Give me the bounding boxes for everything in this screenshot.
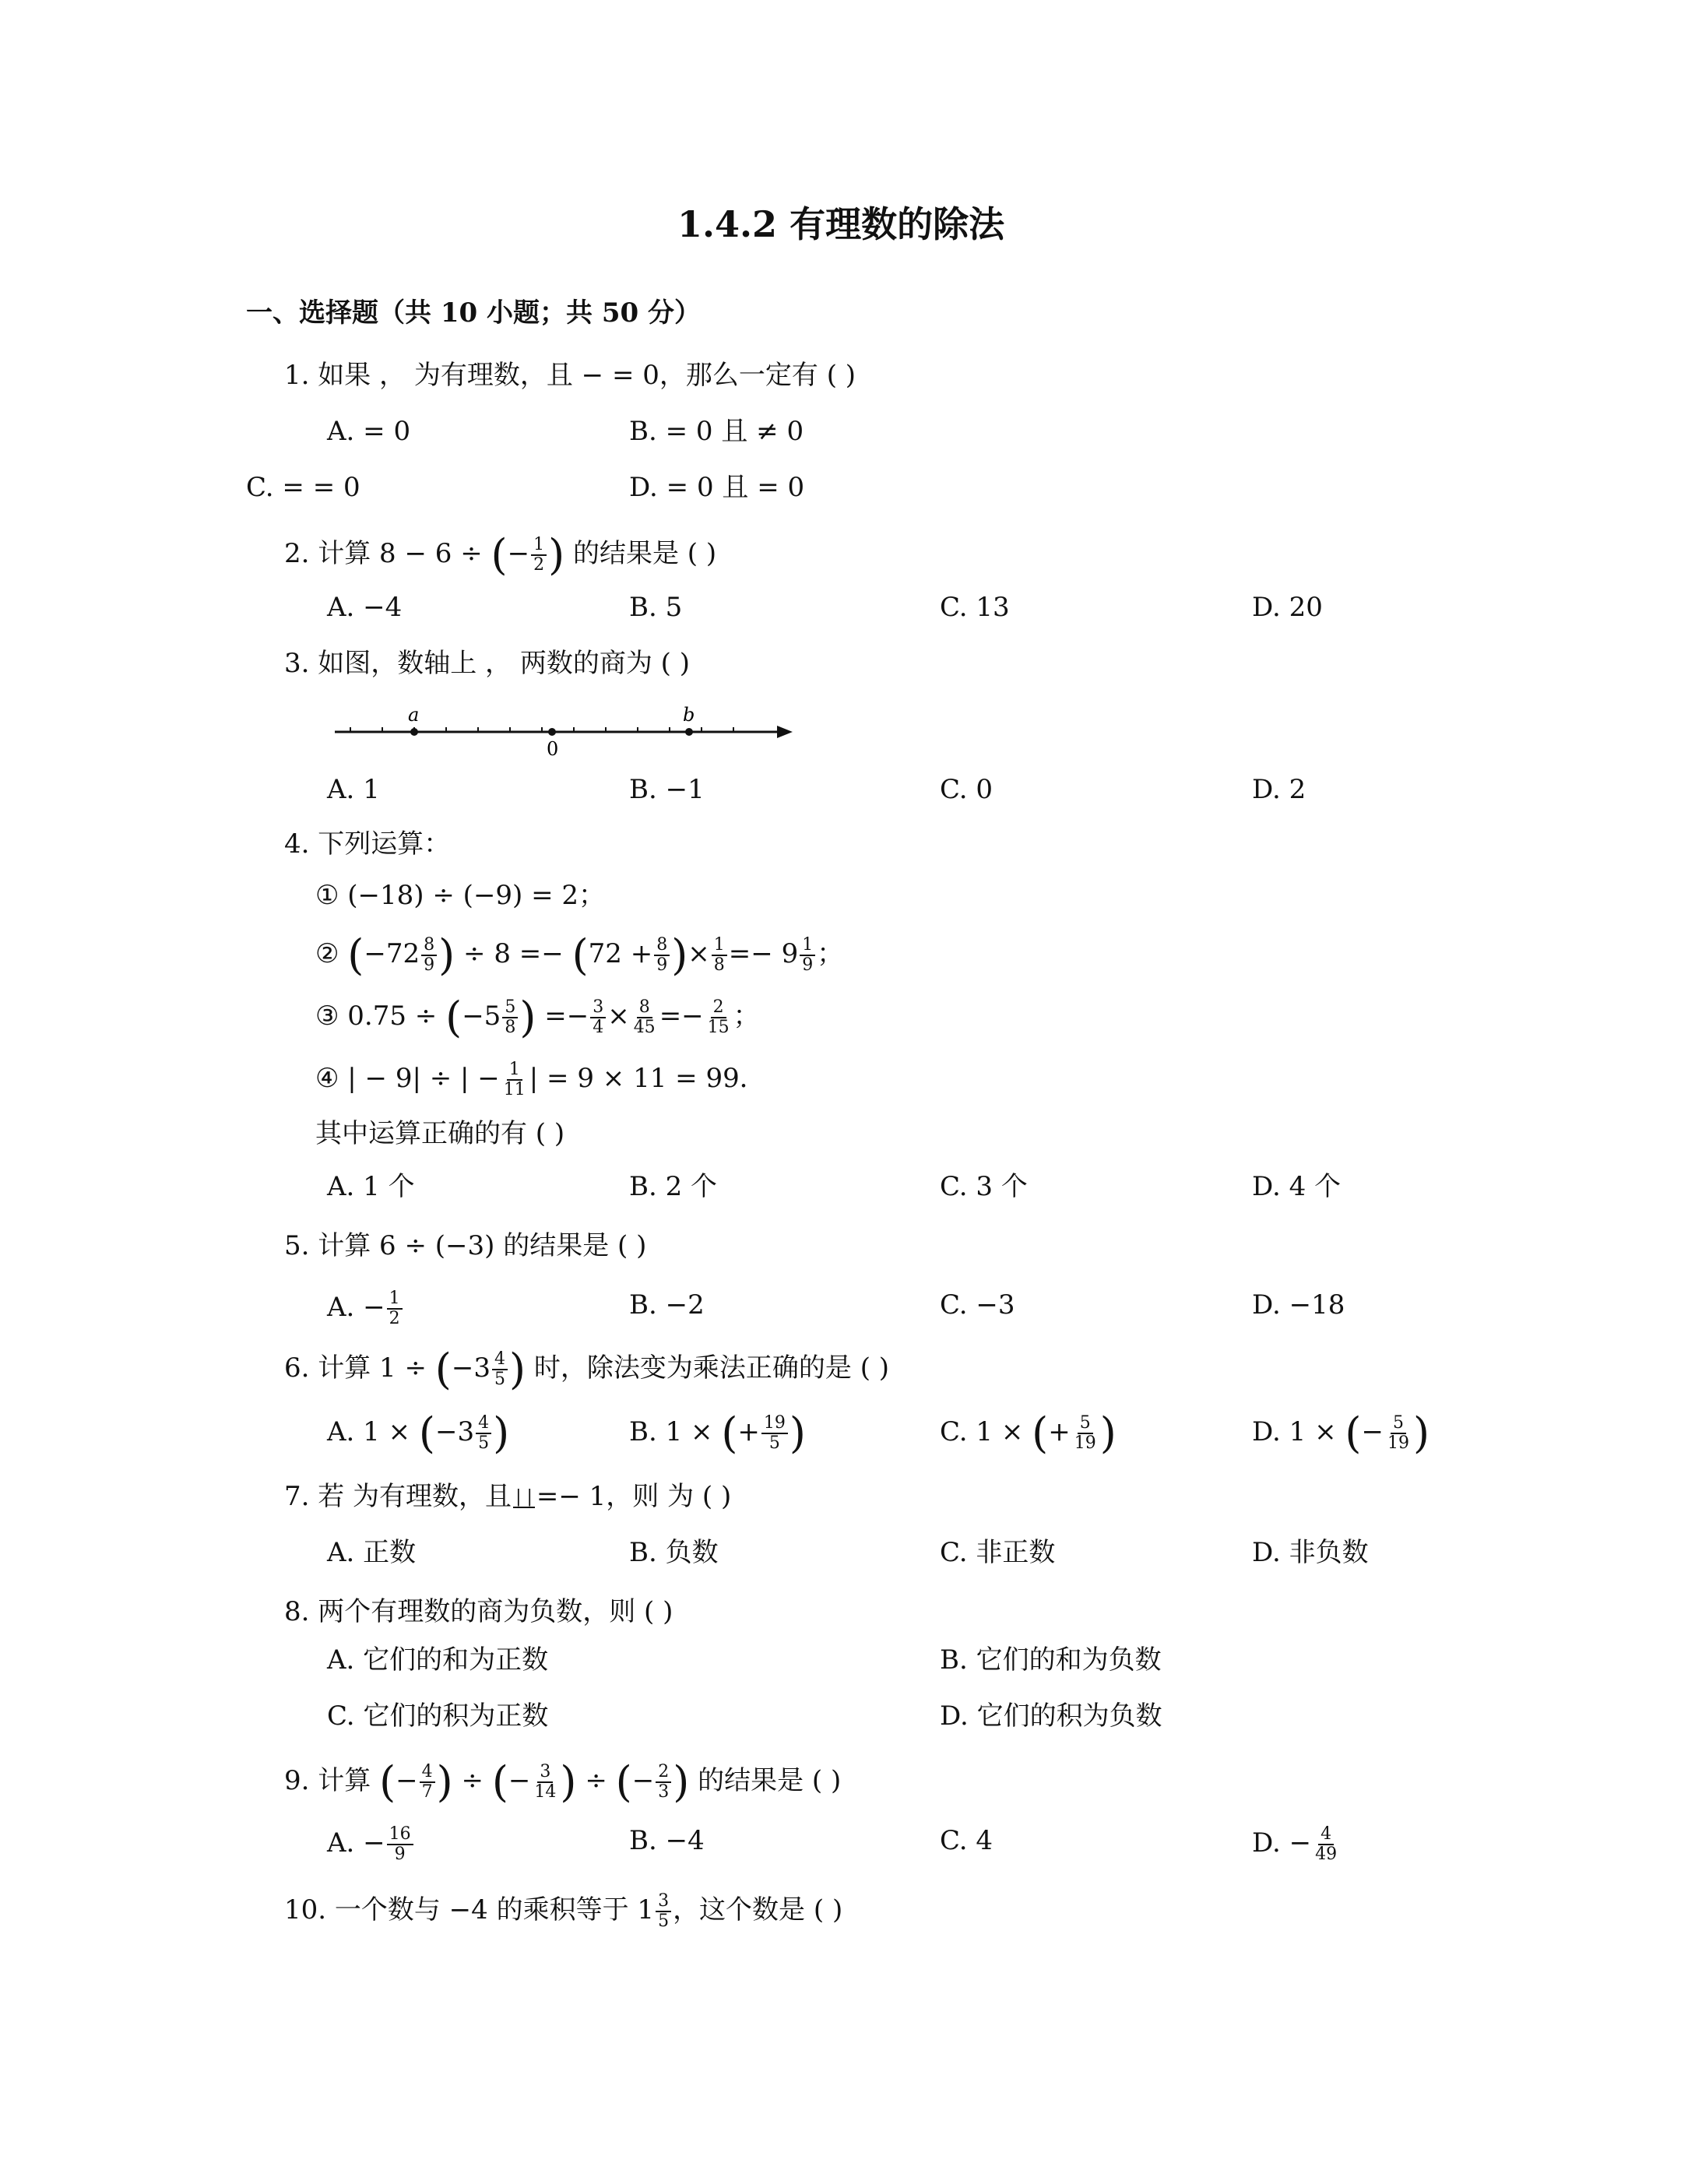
paren-open: ( bbox=[1345, 1409, 1362, 1458]
question-8-option-a: A. 它们的和为正数 bbox=[327, 1644, 549, 1676]
fraction bbox=[761, 1414, 788, 1453]
fraction bbox=[476, 1414, 491, 1453]
q6-prefix: 6. 计算 1 ÷ bbox=[284, 1352, 427, 1384]
label-a: a bbox=[408, 704, 420, 726]
number-line-arrow bbox=[777, 726, 793, 738]
paren-close: ) bbox=[1412, 1409, 1430, 1458]
paren-close: ) bbox=[509, 1345, 526, 1394]
fraction-denominator: 45 bbox=[633, 1018, 656, 1037]
question-3-option-b: B. −1 bbox=[629, 774, 705, 805]
fraction-denominator: 7 bbox=[421, 1782, 433, 1802]
question-9-stem bbox=[284, 1757, 842, 1806]
paren-close: ) bbox=[1099, 1409, 1117, 1458]
q2-suffix: 的结果是 ( ) bbox=[573, 538, 717, 569]
question-8-stem: 8. 两个有理数的商为负数，则 ( ) bbox=[284, 1596, 673, 1627]
mixed-whole: −5 bbox=[462, 1001, 501, 1032]
question-8-option-c: C. 它们的积为正数 bbox=[327, 1700, 549, 1732]
fraction-numerator: 8 bbox=[654, 936, 670, 956]
question-7-option-a: A. 正数 bbox=[327, 1537, 417, 1568]
sign: + bbox=[737, 1416, 760, 1447]
q4-l4-text: ④ | − 9| ÷ | − bbox=[315, 1063, 500, 1094]
fraction-denominator: 9 bbox=[656, 955, 668, 975]
q2-prefix: 2. 计算 8 − 6 ÷ bbox=[284, 538, 483, 569]
question-4-option-d: D. 4 个 bbox=[1252, 1171, 1342, 1202]
fraction-numerator: 2 bbox=[656, 1763, 671, 1783]
fraction-denominator: 5 bbox=[494, 1370, 505, 1389]
question-7-option-d: D. 非负数 bbox=[1252, 1537, 1369, 1568]
question-3-option-a: A. 1 bbox=[327, 774, 380, 805]
paren-close: ) bbox=[560, 1757, 577, 1806]
fraction bbox=[513, 1488, 535, 1508]
semicolon: ； bbox=[733, 1001, 760, 1032]
question-2-stem bbox=[284, 530, 717, 579]
question-2-option-a: A. −4 bbox=[327, 592, 403, 623]
fraction-denominator: 11 bbox=[503, 1080, 526, 1099]
option-label: D. − bbox=[1252, 1827, 1312, 1859]
fraction-denominator: 49 bbox=[1315, 1845, 1338, 1864]
question-2-option-c: C. 13 bbox=[940, 592, 1010, 623]
semicolon: ； bbox=[817, 938, 844, 969]
paren-close: ) bbox=[493, 1409, 510, 1458]
fraction-denominator: 8 bbox=[505, 1018, 516, 1037]
q4-l2-text: =− 9 bbox=[728, 938, 799, 969]
fraction-denominator: 5 bbox=[658, 1911, 670, 1931]
circled-2: ② bbox=[315, 938, 339, 969]
fraction-denominator: 19 bbox=[1387, 1433, 1409, 1453]
question-1-option-d: D. = 0 且 = 0 bbox=[629, 472, 805, 503]
fraction-denominator: 2 bbox=[533, 555, 545, 575]
fraction-denominator: 8 bbox=[713, 955, 725, 975]
question-8-option-b: B. 它们的和为负数 bbox=[940, 1644, 1162, 1676]
question-4-option-a: A. 1 个 bbox=[327, 1171, 415, 1202]
sign: − bbox=[508, 1765, 531, 1796]
q4-statement-2 bbox=[315, 930, 844, 979]
q4-conclusion: 其中运算正确的有 ( ) bbox=[315, 1118, 565, 1149]
q4-l3-text: =− bbox=[544, 1001, 589, 1032]
q4-l3-text: =− bbox=[659, 1001, 704, 1032]
question-6-stem bbox=[284, 1345, 890, 1394]
question-10-stem bbox=[284, 1892, 842, 1931]
paren-close: ) bbox=[789, 1409, 806, 1458]
option-label: A. − bbox=[327, 1827, 385, 1859]
paren-close: ) bbox=[671, 930, 688, 979]
fraction-numerator: 3 bbox=[656, 1892, 671, 1912]
fraction-numerator: 5 bbox=[1391, 1414, 1406, 1434]
fraction-numerator: 4 bbox=[476, 1414, 491, 1434]
fraction bbox=[420, 1763, 435, 1802]
fraction bbox=[631, 998, 658, 1037]
paren-close: ) bbox=[436, 1757, 453, 1806]
fraction-denominator: 19 bbox=[1074, 1433, 1096, 1453]
option-label: A. − bbox=[327, 1292, 385, 1323]
question-9-option-b: B. −4 bbox=[629, 1825, 705, 1856]
fraction-numerator: 8 bbox=[421, 936, 437, 956]
fraction-denominator: 5 bbox=[768, 1433, 780, 1453]
fraction-numerator: 19 bbox=[761, 1414, 788, 1434]
divide-sign: ÷ bbox=[585, 1765, 607, 1796]
q4-l3-text: ③ 0.75 ÷ bbox=[315, 1001, 438, 1032]
fraction bbox=[712, 936, 727, 975]
fraction-numerator: 3 bbox=[590, 998, 606, 1018]
paren-open: ( bbox=[347, 930, 364, 979]
question-6-option-a bbox=[327, 1409, 510, 1458]
question-2-option-d: D. 20 bbox=[1252, 592, 1323, 623]
sign: −3 bbox=[435, 1416, 475, 1447]
fraction bbox=[705, 998, 732, 1037]
option-label: B. 1 × bbox=[629, 1416, 713, 1447]
section-heading: 一、选择题（共 10 小题；共 50 分） bbox=[246, 297, 701, 329]
paren-open: ( bbox=[445, 993, 462, 1042]
q4-l4-text: | = 9 × 11 = 99． bbox=[529, 1063, 766, 1094]
fraction-numerator: 1 bbox=[800, 936, 815, 956]
fraction-denominator: 9 bbox=[394, 1845, 406, 1864]
option-label: D. 1 × bbox=[1252, 1416, 1337, 1447]
sign: − bbox=[1361, 1416, 1384, 1447]
question-1-option-b: B. = 0 且 ≠ 0 bbox=[629, 416, 804, 447]
question-2-option-b: B. 5 bbox=[629, 592, 683, 623]
fraction bbox=[387, 1825, 413, 1864]
point-zero bbox=[548, 728, 556, 736]
option-label: A. 1 × bbox=[327, 1416, 411, 1447]
fraction-numerator: 1 bbox=[531, 536, 547, 556]
fraction-numerator: 3 bbox=[537, 1763, 553, 1783]
page-title: 1.4.2 有理数的除法 bbox=[677, 203, 1005, 245]
times-sign: × bbox=[688, 938, 710, 969]
paren-open: ( bbox=[491, 1757, 508, 1806]
fraction-numerator: 4 bbox=[1318, 1825, 1334, 1845]
fraction-denominator: 4 bbox=[593, 1018, 604, 1037]
question-6-option-c bbox=[940, 1409, 1117, 1458]
fraction bbox=[531, 536, 547, 575]
question-9-option-d bbox=[1252, 1825, 1341, 1864]
fraction bbox=[387, 1289, 403, 1328]
paren-open: ( bbox=[418, 1409, 435, 1458]
paren-open: ( bbox=[615, 1757, 632, 1806]
question-4-stem: 4. 下列运算： bbox=[284, 828, 451, 860]
fraction-denominator: 3 bbox=[658, 1782, 670, 1802]
paren-open: ( bbox=[491, 530, 508, 579]
q7-prefix: 7. 若 为有理数，且 bbox=[284, 1481, 512, 1512]
fraction bbox=[590, 998, 606, 1037]
q9-prefix: 9. 计算 bbox=[284, 1765, 371, 1796]
sign: − bbox=[396, 1765, 418, 1796]
divide-sign: ÷ bbox=[461, 1765, 484, 1796]
mixed-whole: −72 bbox=[364, 938, 420, 969]
label-b: b bbox=[683, 704, 695, 726]
fraction bbox=[501, 1060, 528, 1099]
fraction bbox=[502, 998, 518, 1037]
point-b bbox=[685, 728, 693, 736]
question-5-option-a bbox=[327, 1289, 404, 1328]
fraction-denominator: 9 bbox=[424, 955, 435, 975]
fraction-numerator: 4 bbox=[420, 1763, 435, 1783]
fraction-denominator: 5 bbox=[478, 1433, 490, 1453]
question-5-option-d: D. −18 bbox=[1252, 1289, 1345, 1321]
fraction bbox=[800, 936, 815, 975]
paren-open: ( bbox=[571, 930, 589, 979]
paren-open: ( bbox=[379, 1757, 396, 1806]
fraction bbox=[656, 1892, 671, 1931]
fraction-numerator: 2 bbox=[711, 998, 726, 1018]
fraction bbox=[492, 1350, 508, 1389]
sign: + bbox=[1048, 1416, 1071, 1447]
question-4-option-b: B. 2 个 bbox=[629, 1171, 718, 1202]
fraction-denominator: 9 bbox=[802, 955, 814, 975]
question-6-option-d bbox=[1252, 1409, 1430, 1458]
question-7-option-b: B. 负数 bbox=[629, 1537, 719, 1568]
point-a bbox=[410, 728, 418, 736]
q7-suffix: =− 1，则 为 ( ) bbox=[536, 1481, 732, 1512]
q10-prefix: 10. 一个数与 −4 的乘积等于 1 bbox=[284, 1894, 655, 1926]
question-5-option-b: B. −2 bbox=[629, 1289, 705, 1321]
question-3-option-c: C. 0 bbox=[940, 774, 993, 805]
number-line-figure bbox=[327, 701, 794, 763]
option-label: C. 1 × bbox=[940, 1416, 1024, 1447]
fraction bbox=[1385, 1414, 1412, 1453]
mixed-whole: −3 bbox=[451, 1352, 491, 1384]
question-1-stem: 1. 如果 ， 为有理数，且 − = 0，那么一定有 ( ) bbox=[284, 360, 856, 391]
paren-close: ) bbox=[548, 530, 565, 579]
fraction-denominator: 14 bbox=[534, 1782, 557, 1802]
fraction bbox=[654, 936, 670, 975]
paren-close: ) bbox=[438, 930, 455, 979]
fraction-numerator: 1 bbox=[507, 1060, 522, 1081]
fraction-numerator: 1 bbox=[712, 936, 727, 956]
fraction-denominator: 15 bbox=[707, 1018, 730, 1037]
question-7-stem bbox=[284, 1481, 731, 1512]
fraction bbox=[532, 1763, 558, 1802]
q6-suffix: 时，除法变为乘法正确的是 ( ) bbox=[533, 1352, 890, 1384]
question-5-option-c: C. −3 bbox=[940, 1289, 1015, 1321]
q4-statement-1: ① (−18) ÷ (−9) = 2； bbox=[315, 880, 606, 911]
question-6-option-b bbox=[629, 1409, 806, 1458]
fraction-numerator: 8 bbox=[637, 998, 652, 1018]
sign: − bbox=[631, 1765, 655, 1796]
question-8-option-d: D. 它们的积为负数 bbox=[940, 1700, 1162, 1732]
q9-suffix: 的结果是 ( ) bbox=[698, 1765, 842, 1796]
fraction bbox=[421, 936, 437, 975]
fraction-numerator: 16 bbox=[387, 1825, 413, 1845]
question-5-stem: 5. 计算 6 ÷ (−3) 的结果是 ( ) bbox=[284, 1230, 647, 1261]
question-3-stem: 3. 如图，数轴上 ， 两数的商为 ( ) bbox=[284, 648, 691, 679]
fraction bbox=[1072, 1414, 1099, 1453]
question-1-option-a: A. = 0 bbox=[327, 416, 411, 447]
paren-close: ) bbox=[673, 1757, 690, 1806]
question-4-option-c: C. 3 个 bbox=[940, 1171, 1028, 1202]
question-1-option-c: C. = = 0 bbox=[246, 472, 360, 503]
q4-l2-text: 72 + bbox=[588, 938, 653, 969]
question-9-option-c: C. 4 bbox=[940, 1825, 993, 1856]
q4-statement-4 bbox=[315, 1060, 766, 1099]
times-sign: × bbox=[607, 1001, 630, 1032]
q2-minus: − bbox=[507, 538, 530, 569]
fraction-numerator: 4 bbox=[492, 1350, 508, 1370]
paren-open: ( bbox=[434, 1345, 452, 1394]
q10-suffix: ，这个数是 ( ) bbox=[673, 1894, 843, 1926]
q4-statement-3 bbox=[315, 993, 760, 1042]
q4-l2-text: ÷ 8 =− bbox=[463, 938, 564, 969]
fraction bbox=[656, 1763, 671, 1802]
fraction-numerator: 1 bbox=[387, 1289, 403, 1310]
paren-open: ( bbox=[1032, 1409, 1049, 1458]
label-zero: 0 bbox=[547, 738, 559, 760]
paren-close: ) bbox=[519, 993, 536, 1042]
paren-open: ( bbox=[721, 1409, 738, 1458]
fraction-numerator: 5 bbox=[1078, 1414, 1093, 1434]
question-3-option-d: D. 2 bbox=[1252, 774, 1306, 805]
fraction-numerator: 5 bbox=[502, 998, 518, 1018]
fraction-denominator: 2 bbox=[389, 1309, 400, 1328]
fraction bbox=[1313, 1825, 1339, 1864]
question-7-option-c: C. 非正数 bbox=[940, 1537, 1056, 1568]
question-9-option-a bbox=[327, 1825, 415, 1864]
fraction-numerator: | | bbox=[513, 1488, 535, 1508]
